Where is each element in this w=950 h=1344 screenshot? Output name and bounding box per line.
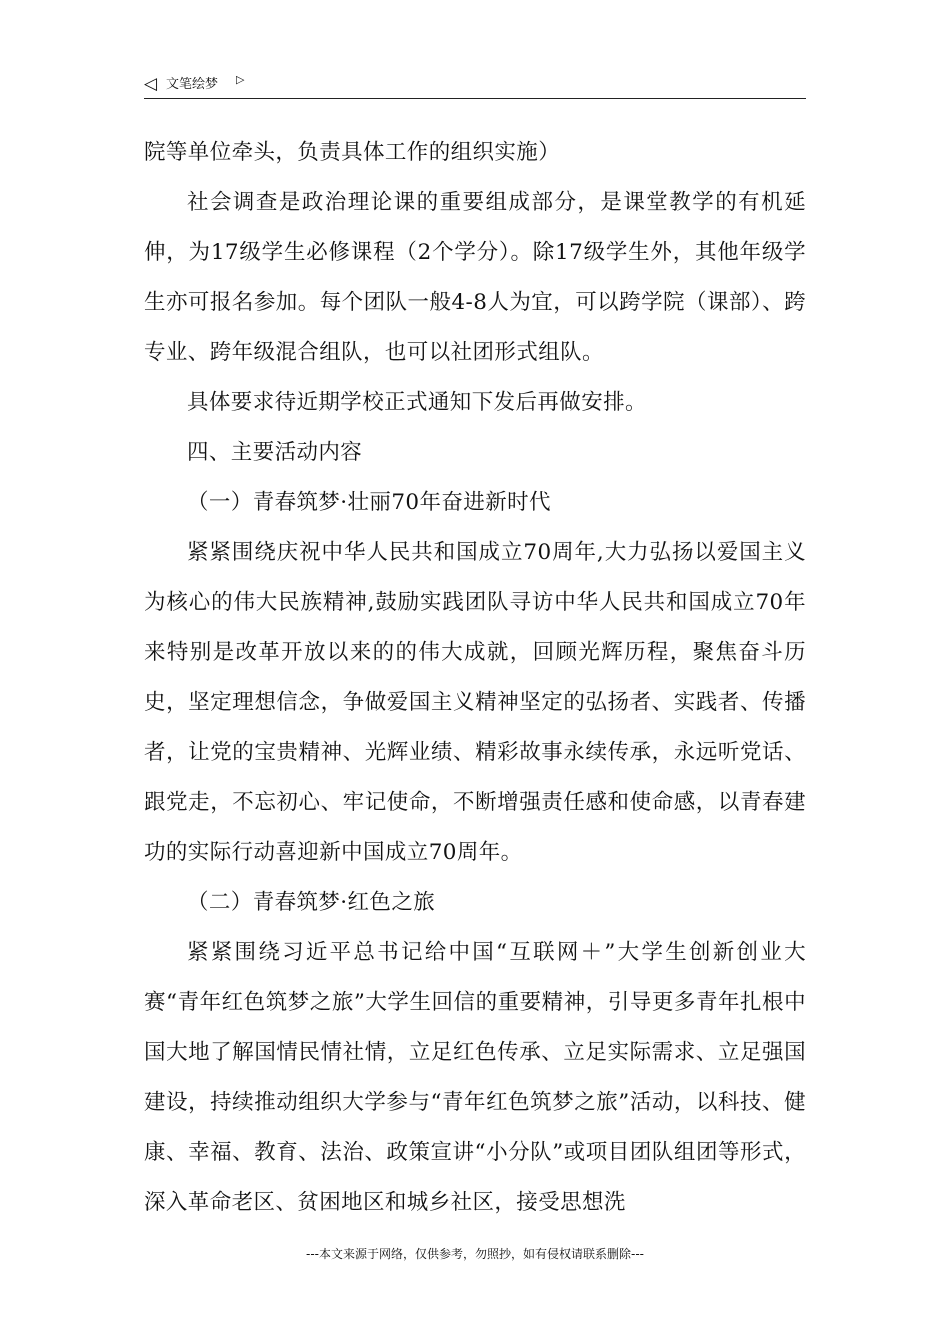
document-body bbox=[144, 128, 806, 1228]
paragraph-social-survey: 社会调查是政治理论课的重要组成部分，是课堂教学的有机延伸，为17级学生必修课程（2个学分）。除17级学生外，其他年级学生亦可报名参加。每个团队一般4-8人为宜，可以跨学院（课部）、跨专业、跨年级混合组队，也可以社团形式组队。 bbox=[144, 190, 806, 365]
right-triangle-icon: ▷ bbox=[236, 73, 245, 86]
page-header bbox=[144, 74, 806, 99]
paragraph-requirements: 具体要求待近期学校正式通知下发后再做安排。 bbox=[187, 390, 647, 415]
left-triangle-icon: ◁ bbox=[144, 74, 158, 94]
header-brand: 文笔绘梦 bbox=[166, 77, 219, 92]
section-heading-main-activities: 四、主要活动内容 bbox=[187, 440, 363, 465]
subheading-activity-two: （二）青春筑梦·红色之旅 bbox=[187, 890, 436, 915]
paragraph-activity-two: 紧紧围绕习近平总书记给中国“互联网＋”大学生创新创业大赛“青年红色筑梦之旅”大学生回信的重要精神，引导更多青年扎根中国大地了解国情民情社情，立足红色传承、立足实际需求、立足强国建设，持续推动组织大学参与“青年红色筑梦之旅”活动，以科技、健康、幸福、教育、法治、政策宣讲“小分队”或项目团队组团等形式，深入革命老区、贫困地区和城乡社区，接受思想洗 bbox=[144, 940, 806, 1215]
paragraph-activity-one: 紧紧围绕庆祝中华人民共和国成立70周年,大力弘扬以爱国主义为核心的伟大民族精神,鼓励实践团队寻访中华人民共和国成立70年来特别是改革开放以来的的伟大成就，回顾光辉历程，聚焦奋斗历史，坚定理想信念，争做爱国主义精神坚定的弘扬者、实践者、传播者，让党的宝贵精神、光辉业绩、精彩故事永续传承，永远听党话、跟党走，不忘初心、牢记使命，不断增强责任感和使命感，以青春建功的实际行动喜迎新中国成立70周年。 bbox=[144, 540, 806, 865]
paragraph-continuation: 院等单位牵头，负责具体工作的组织实施） bbox=[144, 140, 561, 165]
subheading-activity-one: （一）青春筑梦·壮丽70年奋进新时代 bbox=[187, 490, 551, 515]
page-footer-disclaimer: ---本文来源于网络，仅供参考，勿照抄，如有侵权请联系删除--- bbox=[306, 1247, 644, 1261]
